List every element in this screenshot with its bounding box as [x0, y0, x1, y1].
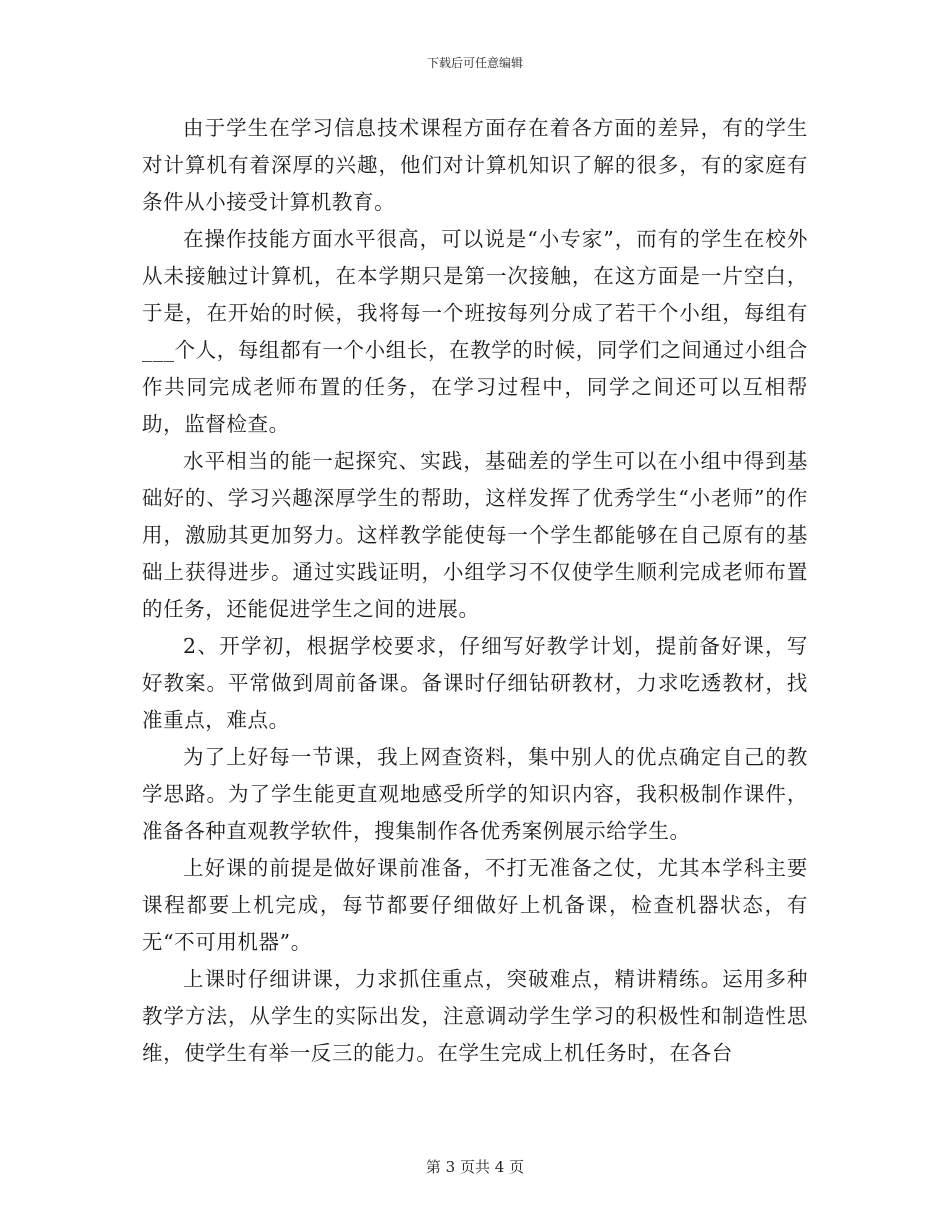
paragraph: 在操作技能方面水平很高，可以说是“小专家”，而有的学生在校外从未接触过计算机，在本学期只是第一次接触，在这方面是一片空白，于是，在开始的时候，我将每一个班按每列分成了若干个小组，每组有___个人，每组都有一个小组长，在教学的时候，同学们之间通过小组合作共同完成老师布置的任务，在学习过程中，同学之间还可以互相帮助，监督检查。	[142, 227, 808, 436]
paragraph: 上好课的前提是做好课前准备，不打无准备之仗，尤其本学科主要课程都要上机完成，每节都要仔细做好上机备课，检查机器状态，有无“不可用机器”。	[142, 856, 808, 954]
document-body	[142, 110, 808, 1072]
paragraph: 由于学生在学习信息技术课程方面存在着各方面的差异，有的学生对计算机有着深厚的兴趣，他们对计算机知识了解的很多，有的家庭有条件从小接受计算机教育。	[142, 116, 808, 214]
page-footer: 第 3 页共 4 页	[425, 1158, 525, 1176]
paragraph: 水平相当的能一起探究、实践，基础差的学生可以在小组中得到基础好的、学习兴趣深厚学生的帮助，这样发挥了优秀学生“小老师”的作用，激励其更加努力。这样教学能使每一个学生都能够在自己原有的基础上获得进步。通过实践证明，小组学习不仅使学生顺利完成老师布置的任务，还能促进学生之间的进展。	[142, 449, 808, 621]
paragraph: 2、开学初，根据学校要求，仔细写好教学计划，提前备好课，写好教案。平常做到周前备课。备课时仔细钻研教材，力求吃透教材，找准重点，难点。	[142, 634, 808, 732]
paragraph: 为了上好每一节课，我上网查资料，集中别人的优点确定自己的教学思路。为了学生能更直观地感受所学的知识内容，我积极制作课件，准备各种直观教学软件，搜集制作各优秀案例展示给学生。	[142, 745, 808, 843]
page-header: 下载后可任意编辑	[426, 56, 523, 70]
paragraph: 上课时仔细讲课，力求抓住重点，突破难点，精讲精练。运用多种教学方法，从学生的实际出发，注意调动学生学习的积极性和制造性思维，使学生有举一反三的能力。在学生完成上机任务时，在各台	[142, 967, 808, 1065]
